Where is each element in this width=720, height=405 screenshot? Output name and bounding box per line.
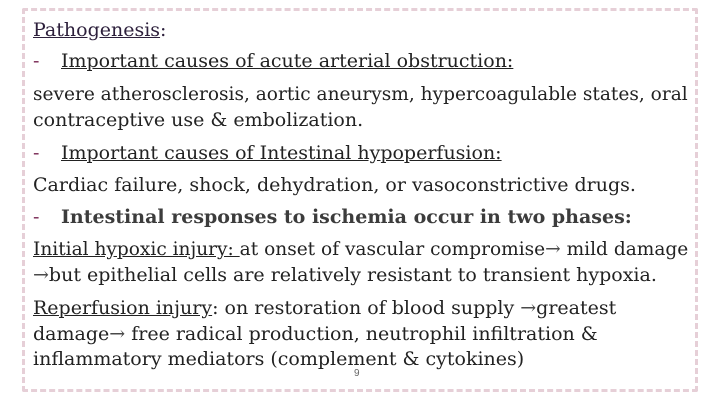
- reperfusion-label: Reperfusion injury: [33, 297, 213, 319]
- heading-intestinal-responses: Intestinal responses to ischemia occur in two phases:: [61, 206, 632, 228]
- reperfusion-line-1: [33, 296, 616, 320]
- title-colon: :: [160, 19, 167, 41]
- text-line: severe atherosclerosis, aortic aneurysm, hypercoagulable states, oral: [33, 83, 688, 105]
- title-line: [33, 18, 166, 42]
- bullet-heading-1: [33, 49, 513, 73]
- page-number: 9: [354, 368, 360, 379]
- page-title: Pathogenesis: [33, 19, 161, 41]
- arrow-icon: →: [33, 264, 49, 286]
- reperfusion-text: greatest: [536, 297, 617, 319]
- bullet-dash-icon: -: [33, 50, 40, 72]
- arrow-icon: →: [545, 238, 561, 260]
- text-line: contraceptive use & embolization.: [33, 109, 364, 131]
- bullet-dash-icon: -: [33, 142, 40, 164]
- bullet-heading-3: [33, 205, 632, 229]
- heading-intestinal-hypoperfusion: Important causes of Intestinal hypoperfusion:: [61, 142, 502, 164]
- text-line: Cardiac failure, shock, dehydration, or vasoconstrictive drugs.: [33, 174, 636, 196]
- arrow-icon: →: [109, 323, 126, 345]
- initial-injury-text: mild damage: [560, 238, 689, 260]
- initial-injury-text: at onset of vascular compromise: [239, 238, 546, 260]
- reperfusion-line-3: inflammatory mediators (complement & cytokines): [33, 348, 525, 370]
- initial-injury-line-1: [33, 237, 688, 261]
- initial-injury-line-2: [33, 263, 657, 287]
- reperfusion-text: free radical production, neutrophil infiltration &: [125, 323, 598, 345]
- initial-injury-label: Initial hypoxic injury:: [33, 238, 240, 260]
- heading-acute-arterial-obstruction: Important causes of acute arterial obstruction:: [61, 50, 514, 72]
- reperfusion-text: damage: [33, 323, 110, 345]
- reperfusion-line-2: [33, 322, 598, 346]
- bullet-dash-icon: -: [33, 206, 40, 228]
- reperfusion-text: : on restoration of blood supply: [212, 297, 521, 319]
- bullet-heading-2: [33, 141, 502, 165]
- arrow-icon: →: [520, 297, 537, 319]
- initial-injury-text: but epithelial cells are relatively resistant to transient hypoxia.: [48, 264, 657, 286]
